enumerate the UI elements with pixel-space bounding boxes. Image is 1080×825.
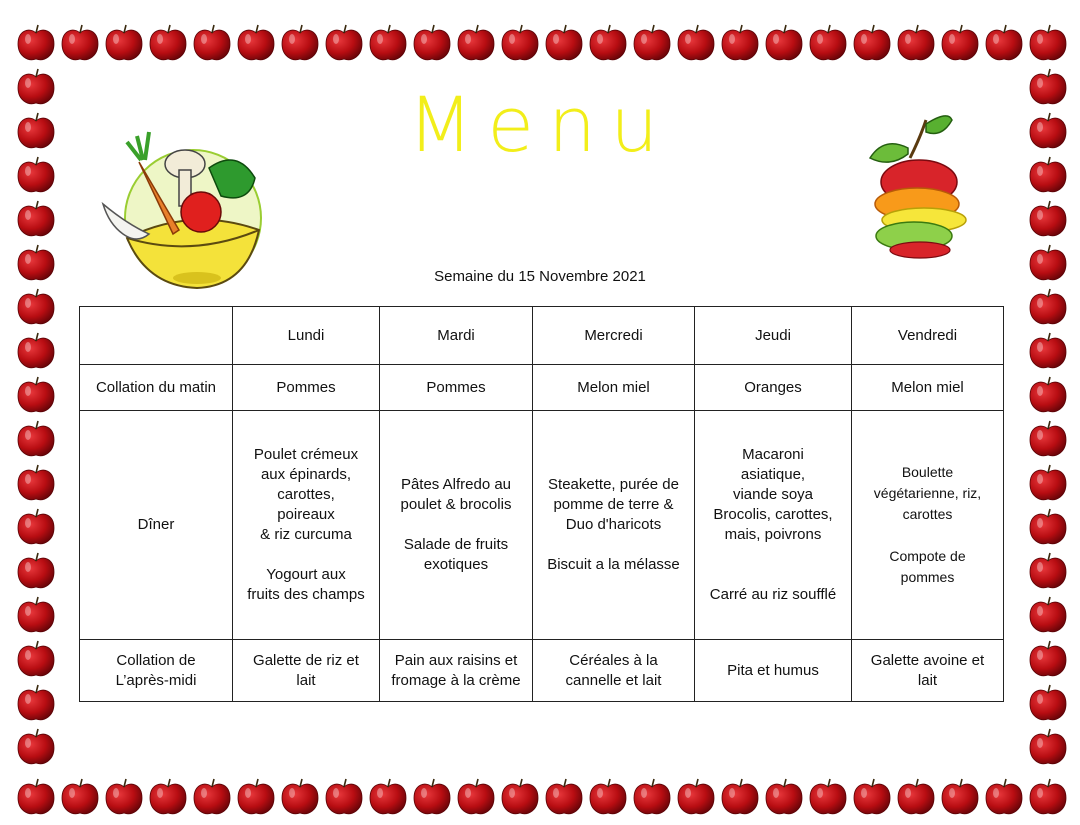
red-apple-icon	[678, 779, 714, 814]
menu-table	[79, 306, 1004, 702]
menu-cell: Poulet crémeux aux épinards, carottes, poireaux & riz curcuma Yogourt aux fruits des champs	[233, 411, 380, 640]
red-apple-icon	[986, 779, 1022, 814]
row-label: Collation de L’après-midi	[80, 640, 233, 702]
day-header: Jeudi	[695, 307, 852, 365]
red-apple-icon	[414, 779, 450, 814]
red-apple-icon	[546, 779, 582, 814]
red-apple-icon	[62, 779, 98, 814]
red-apple-icon	[106, 25, 142, 60]
red-apple-icon	[1030, 289, 1066, 324]
red-apple-icon	[1030, 25, 1066, 60]
red-apple-icon	[18, 597, 54, 632]
red-apple-icon	[106, 779, 142, 814]
day-header: Lundi	[233, 307, 380, 365]
menu-cell: Pommes	[380, 365, 533, 411]
red-apple-icon	[634, 779, 670, 814]
red-apple-icon	[898, 779, 934, 814]
red-apple-icon	[546, 25, 582, 60]
red-apple-icon	[1030, 465, 1066, 500]
red-apple-icon	[18, 465, 54, 500]
menu-cell: Macaroni asiatique, viande soya Brocolis, carottes, mais, poivrons Carré au riz soufflé	[695, 411, 852, 640]
red-apple-icon	[326, 25, 362, 60]
menu-cell: Céréales à la cannelle et lait	[533, 640, 695, 702]
red-apple-icon	[18, 641, 54, 676]
red-apple-icon	[502, 779, 538, 814]
table-header-row	[80, 307, 1004, 365]
red-apple-icon	[854, 25, 890, 60]
red-apple-icon	[414, 25, 450, 60]
red-apple-icon	[678, 25, 714, 60]
red-apple-icon	[810, 25, 846, 60]
red-apple-icon	[18, 509, 54, 544]
red-apple-icon	[502, 25, 538, 60]
red-apple-icon	[766, 25, 802, 60]
red-apple-icon	[370, 779, 406, 814]
red-apple-icon	[1030, 685, 1066, 720]
red-apple-icon	[194, 779, 230, 814]
red-apple-icon	[1030, 779, 1066, 814]
red-apple-icon	[194, 25, 230, 60]
red-apple-icon	[722, 779, 758, 814]
red-apple-icon	[1030, 201, 1066, 236]
menu-cell: Pâtes Alfredo au poulet & brocolis Salade de fruits exotiques	[380, 411, 533, 640]
red-apple-icon	[634, 25, 670, 60]
red-apple-icon	[590, 779, 626, 814]
red-apple-icon	[1030, 377, 1066, 412]
stacked-fruit-icon	[864, 110, 974, 260]
week-label: Semaine du 15 Novembre 2021	[434, 268, 646, 285]
red-apple-icon	[458, 25, 494, 60]
menu-cell: Melon miel	[852, 365, 1004, 411]
menu-cell: Melon miel	[533, 365, 695, 411]
red-apple-icon	[722, 25, 758, 60]
red-apple-icon	[942, 25, 978, 60]
red-apple-icon	[1030, 333, 1066, 368]
red-apple-icon	[18, 289, 54, 324]
red-apple-icon	[18, 25, 54, 60]
table-row	[80, 640, 1004, 702]
red-apple-icon	[18, 685, 54, 720]
day-header: Mardi	[380, 307, 533, 365]
table-row	[80, 365, 1004, 411]
red-apple-icon	[282, 25, 318, 60]
day-header: Mercredi	[533, 307, 695, 365]
red-apple-icon	[854, 779, 890, 814]
vegetable-bowl-icon	[97, 126, 267, 291]
red-apple-icon	[898, 25, 934, 60]
red-apple-icon	[62, 25, 98, 60]
day-header: Vendredi	[852, 307, 1004, 365]
red-apple-icon	[282, 779, 318, 814]
red-apple-icon	[150, 779, 186, 814]
menu-cell: Oranges	[695, 365, 852, 411]
menu-cell: Galette de riz et lait	[233, 640, 380, 702]
red-apple-icon	[150, 25, 186, 60]
red-apple-icon	[18, 201, 54, 236]
red-apple-icon	[1030, 509, 1066, 544]
red-apple-icon	[18, 377, 54, 412]
table-corner-cell	[80, 307, 233, 365]
red-apple-icon	[458, 779, 494, 814]
red-apple-icon	[370, 25, 406, 60]
menu-cell: Pommes	[233, 365, 380, 411]
red-apple-icon	[18, 729, 54, 764]
menu-cell: Pita et humus	[695, 640, 852, 702]
red-apple-icon	[18, 779, 54, 814]
red-apple-icon	[1030, 641, 1066, 676]
table-row	[80, 411, 1004, 640]
menu-cell: Pain aux raisins et fromage à la crème	[380, 640, 533, 702]
red-apple-icon	[1030, 553, 1066, 588]
red-apple-icon	[238, 779, 274, 814]
page-title: Menu	[407, 80, 673, 169]
row-label: Dîner	[80, 411, 233, 640]
red-apple-icon	[590, 25, 626, 60]
red-apple-icon	[810, 779, 846, 814]
row-label: Collation du matin	[80, 365, 233, 411]
menu-cell: Boulette végétarienne, riz, carottes Compote de pommes	[852, 411, 1004, 640]
red-apple-icon	[18, 333, 54, 368]
menu-cell: Galette avoine et lait	[852, 640, 1004, 702]
red-apple-icon	[18, 421, 54, 456]
red-apple-icon	[326, 779, 362, 814]
red-apple-icon	[238, 25, 274, 60]
red-apple-icon	[942, 779, 978, 814]
red-apple-icon	[1030, 729, 1066, 764]
red-apple-icon	[766, 779, 802, 814]
red-apple-icon	[1030, 421, 1066, 456]
red-apple-icon	[1030, 597, 1066, 632]
red-apple-icon	[18, 553, 54, 588]
menu-cell: Steakette, purée de pomme de terre & Duo d'haricots Biscuit a la mélasse	[533, 411, 695, 640]
red-apple-icon	[986, 25, 1022, 60]
